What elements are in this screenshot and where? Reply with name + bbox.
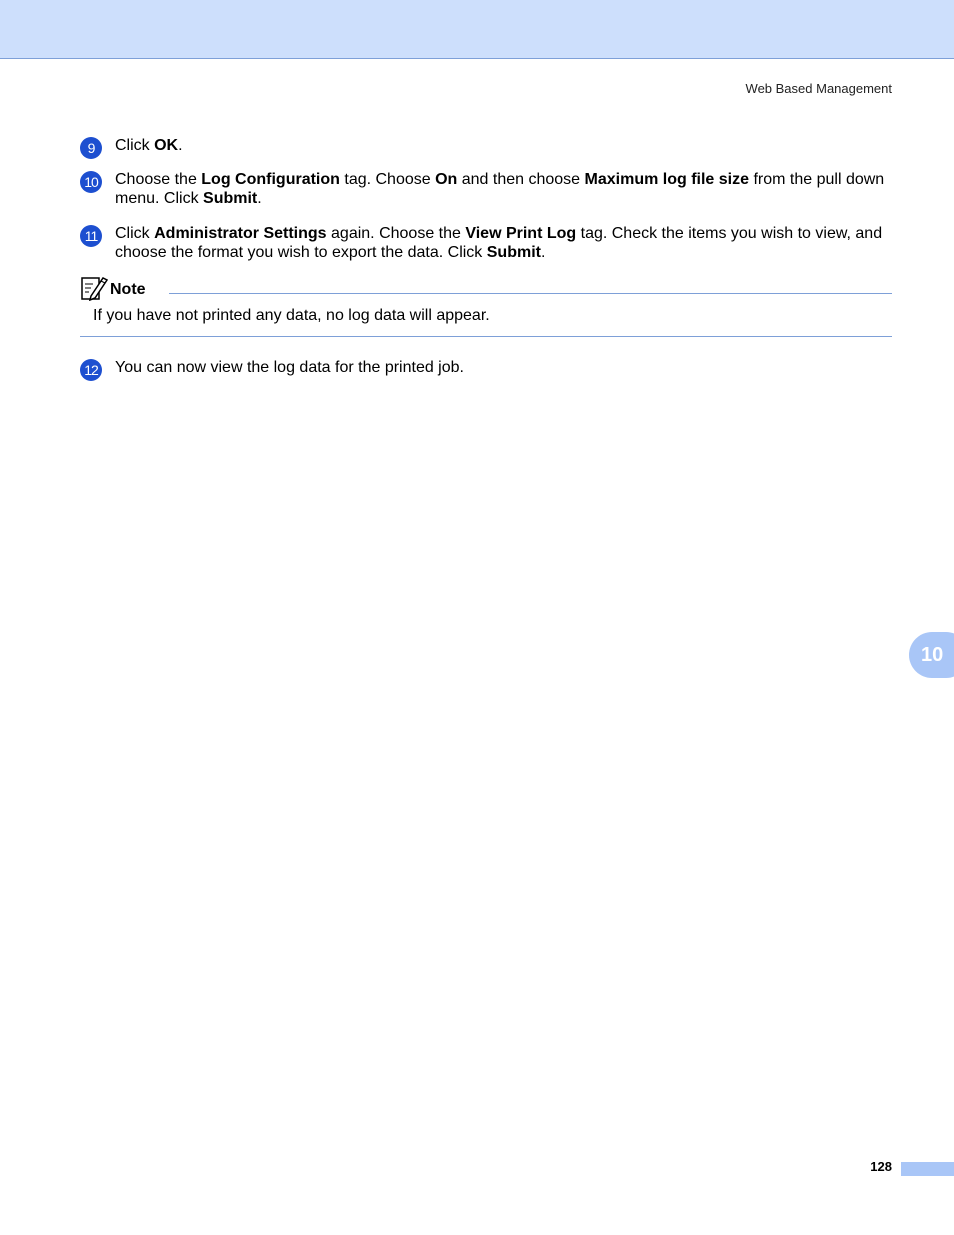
step-text-segment: again. Choose the (326, 225, 466, 242)
note-divider (80, 336, 892, 337)
step-text-segment: . (257, 189, 262, 207)
header-band (0, 0, 954, 59)
step-text-segment: . (178, 137, 183, 154)
step-11 (80, 225, 892, 262)
step-text-segment: tag. Check the items you wish to view, and choose the format you wish to export the data. Click (115, 225, 883, 261)
step-text-segment: Click (115, 137, 155, 154)
step-text (115, 137, 892, 156)
step-text-bold: Submit (203, 189, 258, 207)
step-text-segment: Choose the (115, 171, 202, 188)
step-9 (80, 137, 892, 156)
note-pencil-icon (80, 275, 108, 301)
step-text-bold: Log Configuration (201, 171, 340, 188)
step-text (115, 171, 892, 208)
step-text-bold: On (435, 171, 458, 188)
step-text-bold: Administrator Settings (154, 225, 327, 242)
page-number-bar (901, 1162, 954, 1176)
step-text-bold: View Print Log (465, 225, 577, 242)
note-header (80, 275, 892, 301)
step-text-bold: OK (154, 137, 179, 154)
step-text (115, 225, 892, 262)
page-number: 128 (870, 1159, 892, 1174)
step-12 (80, 359, 892, 378)
step-text-segment: and then choose (457, 171, 585, 188)
note-text: If you have not printed any data, no log data will appear. (93, 307, 490, 324)
note-divider (169, 293, 892, 294)
step-text (115, 359, 892, 378)
step-text-segment: tag. Choose (339, 171, 436, 188)
step-number: 10 (80, 171, 102, 193)
step-text-segment: Click (115, 225, 155, 242)
step-text-bold: Maximum log file size (584, 171, 750, 188)
step-number: 11 (80, 225, 102, 247)
step-number: 12 (80, 359, 102, 381)
section-title: Web Based Management (745, 81, 892, 96)
step-text-segment: from the pull down menu. Click (115, 171, 885, 207)
step-10 (80, 171, 892, 208)
chapter-tab: 10 (909, 632, 954, 678)
step-text-segment: You can now view the log data for the printed job. (115, 359, 464, 376)
step-text-bold: Submit (486, 243, 541, 261)
note-label: Note (110, 281, 146, 298)
step-number: 9 (80, 137, 102, 159)
step-text-segment: . (540, 243, 546, 261)
